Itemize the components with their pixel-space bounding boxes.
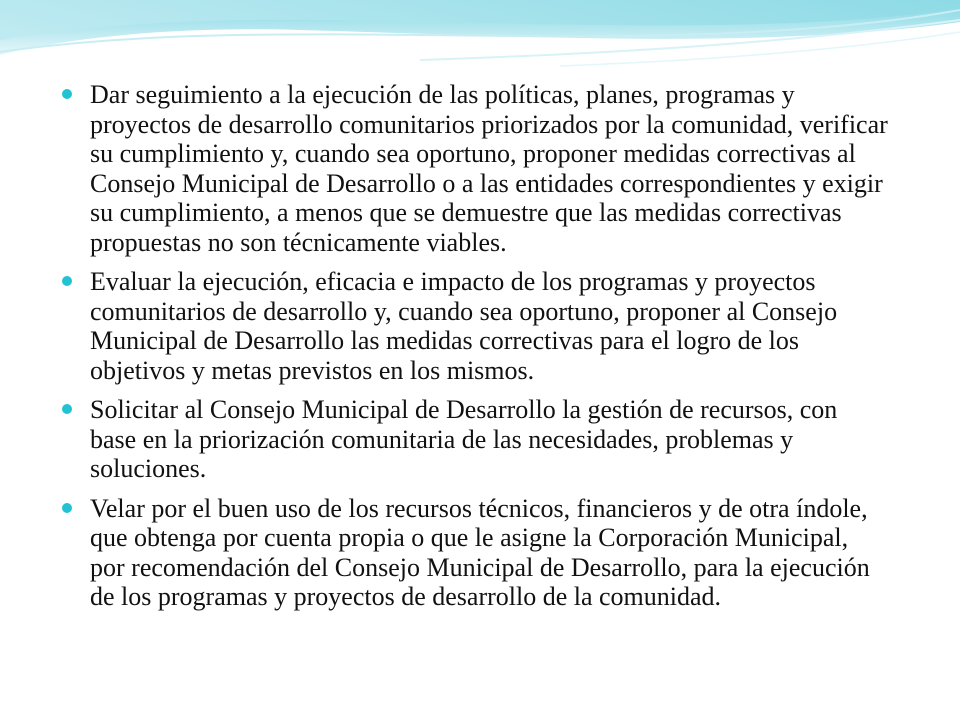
bullet-item-2 [58,267,888,385]
bullet-text: Dar seguimiento a la ejecución de las políticas, planes, programas y proyectos de desarrollo comunitarios priorizados por la comunidad, verificar su cumplimiento y, cuando sea oportuno, proponer medidas correctivas al Consejo Municipal de Desarrollo o a las entidades correspondientes y exigir su cumplimiento, a menos que se demuestre que las medidas correctivas propuestas no son técnicamente viables. [90,80,888,257]
bullet-dot-icon [62,404,72,414]
bullet-item-1 [58,80,888,257]
bullet-text: Evaluar la ejecución, eficacia e impacto de los programas y proyectos comunitarios de desarrollo y, cuando sea oportuno, proponer al Consejo Municipal de Desarrollo las medidas correctivas para el logro de los objetivos y metas previstos en los mismos. [90,267,838,385]
bullet-dot-icon [62,276,72,286]
bullet-text: Solicitar al Consejo Municipal de Desarrollo la gestión de recursos, con base en la priorización comunitaria de las necesidades, problemas y soluciones. [90,395,838,483]
bullet-list [58,80,888,622]
bullet-dot-icon [62,89,72,99]
bullet-item-4 [58,494,888,612]
wave-header-decoration [0,0,960,80]
bullet-item-3 [58,395,888,484]
bullet-dot-icon [62,503,72,513]
bullet-text: Velar por el buen uso de los recursos técnicos, financieros y de otra índole, que obtenga por cuenta propia o que le asigne la Corporación Municipal, por recomendación del Consejo Municipal de Desarrollo, para la ejecución de los programas y proyectos de desarrollo de la comunidad. [90,493,870,611]
